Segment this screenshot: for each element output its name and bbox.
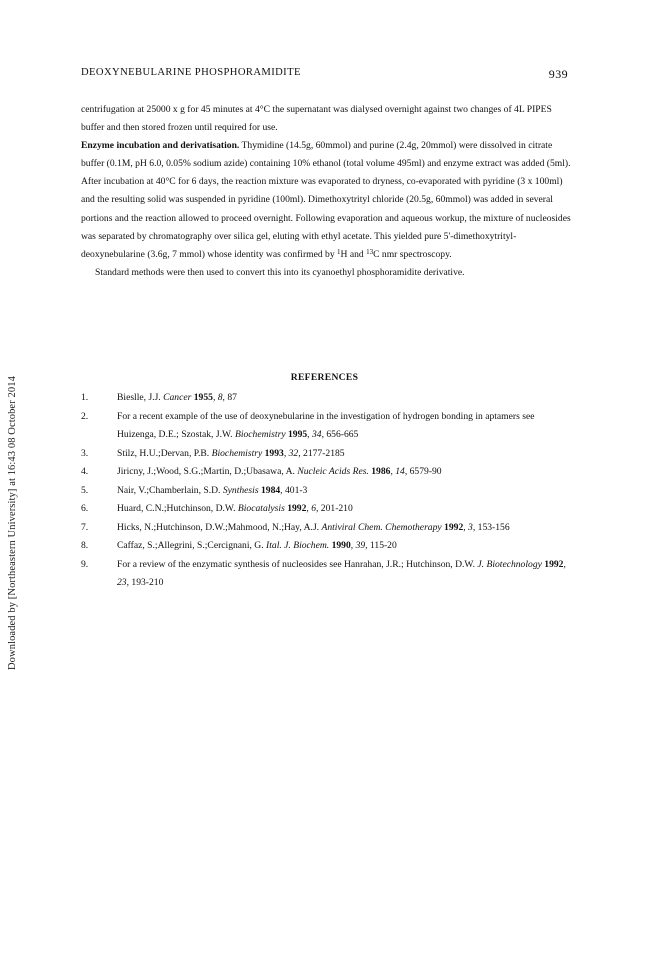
reference-item xyxy=(81,445,573,464)
reference-item xyxy=(81,463,573,482)
reference-volume: , 8 xyxy=(212,392,223,403)
reference-pages: , 115-20 xyxy=(365,540,397,551)
reference-journal: Biocatalysis xyxy=(237,503,285,514)
reference-number: 8. xyxy=(81,540,89,551)
reference-volume: , 32 xyxy=(283,447,299,459)
reference-item xyxy=(81,482,573,501)
reference-year: 1986 xyxy=(368,466,391,477)
reference-year: 1995 xyxy=(285,429,308,440)
paragraph-centrifugation: centrifugation at 25000 x g for 45 minutes at 4°C the supernatant was dialysed overnight against two changes of 4L PIPES buffer and then stored frozen until required for use. xyxy=(81,104,552,134)
reference-authors: Huard, C.N.;Hutchinson, D.W. xyxy=(117,503,238,514)
reference-number: 1. xyxy=(81,392,89,403)
paragraph-text: H and xyxy=(340,248,367,260)
reference-number: 9. xyxy=(81,558,89,570)
reference-journal: J. Biotechnology xyxy=(477,558,542,570)
reference-volume: , 3 xyxy=(463,521,473,533)
reference-list xyxy=(81,389,573,593)
reference-authors: Nair, V.;Chamberlain, S.D. xyxy=(117,484,223,496)
reference-volume: , 14 xyxy=(390,466,405,477)
reference-authors: Jiricny, J.;Wood, S.G.;Martin, D.;Ubasawa, A. xyxy=(117,466,298,477)
reference-number: 6. xyxy=(81,503,89,514)
reference-pages: , 153-156 xyxy=(472,521,510,533)
page-number: 939 xyxy=(548,67,568,81)
reference-authors: Caffaz, S.;Allegrini, S.;Cercignani, G. xyxy=(117,540,267,551)
reference-journal: Ital. J. Biochem. xyxy=(266,540,330,551)
reference-pages: , 401-3 xyxy=(280,484,308,496)
reference-journal: Synthesis xyxy=(222,484,259,496)
running-head xyxy=(81,67,568,83)
reference-number: 3. xyxy=(81,447,89,459)
references-heading: REFERENCES xyxy=(290,372,359,383)
reference-year: 1984 xyxy=(258,484,281,496)
paragraph-text: Thymidine (14.5g, 60mmol) and purine (2.4g, 20mmol) were dissolved in citrate buffer (0.1M, pH 6.0, 0.05% sodium azide) containing 10% ethanol (total volume 495ml) and enzyme extract was added (5ml). After incubation at 40°C for 6 days, the reaction mixture was evaporated to dryness, co-evaporated with pyridine (3 x 100ml) and the resulting solid was suspended in pyridine (100ml). Dimethoxytrityl chloride (20.5g, 60mmol) was added in several portions and the reaction allowed to proceed overnight. Following evaporation and aqueous workup, the mixture of nucleosides was separated by chromatography over silica gel, eluting with ethyl acetate. This yielded pure 5'-dimethoxytrityl-deoxynebularine (3.6g, 7 mmol) whose identity was confirmed by xyxy=(81,140,571,260)
reference-number: 4. xyxy=(81,466,89,477)
download-watermark: Downloaded by [Northeastern University] at 16:43 08 October 2014 xyxy=(7,376,18,670)
reference-journal: Biochemistry xyxy=(211,447,263,459)
reference-number: 2. xyxy=(81,410,89,422)
reference-pages: , 2177-2185 xyxy=(298,447,345,459)
reference-year: 1993 xyxy=(262,447,284,459)
section-lead-heading: Enzyme incubation and derivatisation. xyxy=(81,140,240,152)
reference-authors: Stilz, H.U.;Dervan, P.B. xyxy=(117,447,212,459)
reference-pages: , 656-665 xyxy=(321,429,359,440)
body-text xyxy=(81,101,573,282)
reference-text: For a recent example of the use of deoxynebularine in the investigation of hydrogen bonding in aptamers see Huizenga, D.E.; Szostak, J.W. xyxy=(117,410,535,440)
reference-year: 1990 xyxy=(329,540,351,551)
reference-volume: , 39 xyxy=(350,540,366,551)
reference-authors: Bieslle, J.J. xyxy=(117,392,164,403)
reference-journal: Biochemistry xyxy=(234,429,286,440)
reference-year: 1992 xyxy=(541,558,564,570)
running-title: DEOXYNEBULARINE PHOSPHORAMIDITE xyxy=(81,67,301,78)
reference-item xyxy=(81,500,573,519)
reference-pages: , 6579-90 xyxy=(404,466,442,477)
isotope-superscript: 13 xyxy=(366,247,374,256)
reference-journal: Cancer xyxy=(163,392,192,403)
reference-pages: , 201-210 xyxy=(316,503,353,514)
reference-item xyxy=(81,556,573,593)
isotope-superscript: 1 xyxy=(337,247,341,256)
reference-authors: Hicks, N.;Hutchinson, D.W.;Mahmood, N.;Hay, A.J. xyxy=(117,521,322,533)
reference-year: 1992 xyxy=(284,503,307,514)
reference-number: 7. xyxy=(81,521,89,533)
reference-item xyxy=(81,408,573,445)
reference-item xyxy=(81,389,573,408)
paragraph-text: C nmr spectroscopy. xyxy=(373,248,452,260)
reference-year: 1992 xyxy=(441,521,464,533)
reference-volume: , 6 xyxy=(306,503,316,514)
paragraph-enzyme-incubation xyxy=(81,137,573,264)
paragraph-standard-methods: Standard methods were then used to convert this into its cyanoethyl phosphoramidite derivative. xyxy=(95,266,465,278)
reference-item xyxy=(81,519,573,538)
reference-journal: Antiviral Chem. Chemotherapy xyxy=(321,521,442,533)
reference-text: For a review of the enzymatic synthesis of nucleosides see Hanrahan, J.R.; Hutchinson, D.W. xyxy=(117,558,478,570)
reference-number: 5. xyxy=(81,484,89,496)
reference-pages: , 87 xyxy=(222,392,237,403)
reference-pages: , 193-210 xyxy=(126,577,164,588)
reference-year: 1955 xyxy=(191,392,213,403)
reference-journal: Nucleic Acids Res. xyxy=(297,466,369,477)
reference-item xyxy=(81,537,573,556)
reference-volume: , 23 xyxy=(117,558,566,588)
reference-volume: , 34 xyxy=(307,429,322,440)
